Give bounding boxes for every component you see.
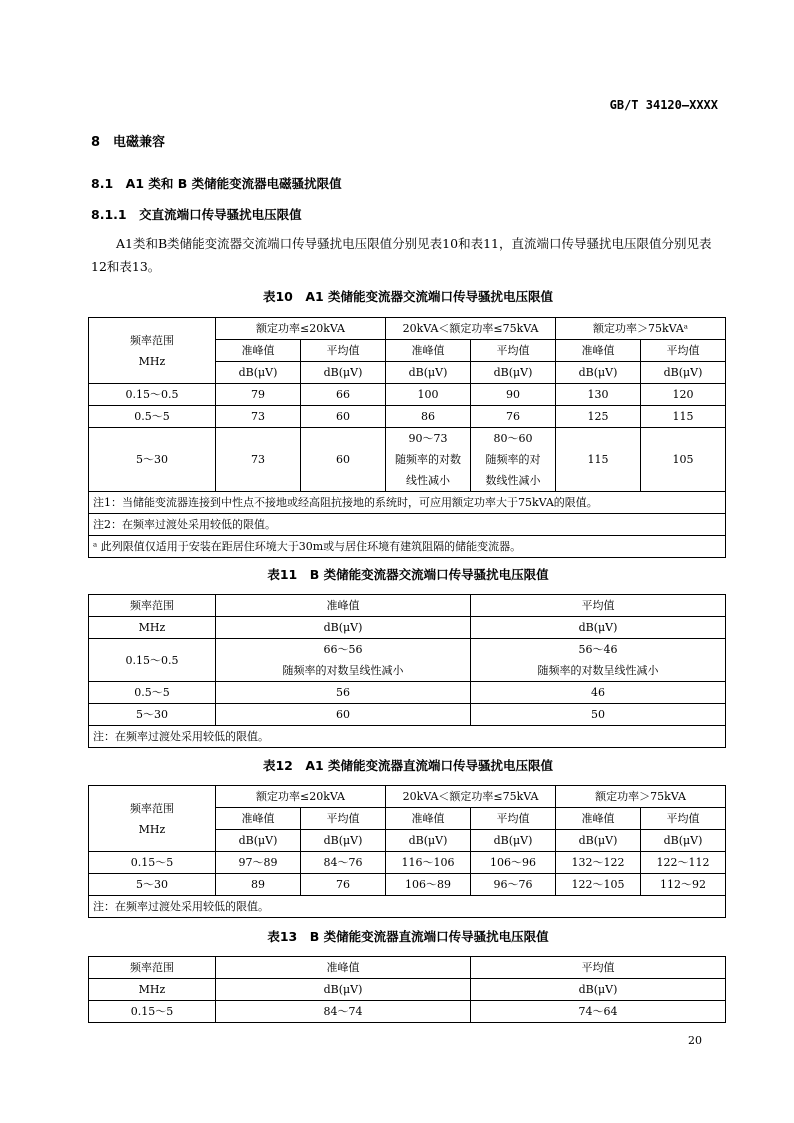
table-note: 注：在频率过渡处采用较低的限值。: [89, 896, 726, 918]
freq-header: 频率范围: [89, 957, 216, 979]
table-cell: 76: [471, 406, 556, 428]
unit-header: dB(μV): [301, 830, 386, 852]
table-cell: 89: [216, 874, 301, 896]
unit-header: dB(μV): [386, 362, 471, 384]
clause-heading: 8.1.1 交直流端口传导骚扰电压限值: [91, 207, 302, 222]
table12-caption: 表12 A1 类储能变流器直流端口传导骚扰电压限值: [262, 758, 554, 773]
table-cell: 56: [216, 682, 471, 704]
table-cell: 80～60 随频率的对 数线性减小: [471, 428, 556, 492]
table-cell: 120: [641, 384, 726, 406]
avg-header: 平均值: [301, 808, 386, 830]
qp-header: 准峰值: [386, 340, 471, 362]
table11-caption: 表11 B 类储能变流器交流端口传导骚扰电压限值: [267, 567, 549, 582]
unit-header: dB(μV): [556, 362, 641, 384]
group-header: 20kVA＜额定功率≤75kVA: [386, 318, 556, 340]
qp-header: 准峰值: [556, 808, 641, 830]
table-cell: 0.15～0.5: [89, 639, 216, 682]
intro-paragraph: A1类和B类储能变流器交流端口传导骚扰电压限值分别见表10和表11，直流端口传导骚扰电压限值分别见表12和表13。: [91, 236, 712, 274]
unit-header: dB(μV): [301, 362, 386, 384]
table-cell: 50: [471, 704, 726, 726]
table10-caption: 表10 A1 类储能变流器交流端口传导骚扰电压限值: [262, 289, 554, 304]
table-cell: 130: [556, 384, 641, 406]
table-cell: 60: [301, 428, 386, 492]
avg-header: 平均值: [641, 340, 726, 362]
table13-caption: 表13 B 类储能变流器直流端口传导骚扰电压限值: [267, 929, 549, 944]
table-cell: 66: [301, 384, 386, 406]
table-cell: 90～73 随频率的对数 线性减小: [386, 428, 471, 492]
qp-header: 准峰值: [216, 957, 471, 979]
unit-header: dB(μV): [641, 362, 726, 384]
table-cell: 0.5～5: [89, 406, 216, 428]
unit-header: dB(μV): [471, 979, 726, 1001]
table-row: [89, 1001, 726, 1023]
table-cell: 112～92: [641, 874, 726, 896]
table-row: [89, 852, 726, 874]
table-cell: 106～96: [471, 852, 556, 874]
page-number: 20: [688, 1034, 702, 1047]
table13: [88, 956, 726, 1023]
table-cell: 73: [216, 406, 301, 428]
group-header: 20kVA＜额定功率≤75kVA: [386, 786, 556, 808]
unit-header: dB(μV): [556, 830, 641, 852]
unit-header: dB(μV): [471, 362, 556, 384]
qp-header: 准峰值: [386, 808, 471, 830]
table-row: [89, 682, 726, 704]
table-cell: 0.5～5: [89, 682, 216, 704]
table-cell: 79: [216, 384, 301, 406]
unit-header: dB(μV): [386, 830, 471, 852]
freq-unit-header: MHz: [89, 979, 216, 1001]
table-cell: 56～46 随频率的对数呈线性减小: [471, 639, 726, 682]
table12: [88, 785, 726, 918]
table-cell: 125: [556, 406, 641, 428]
table-row: [89, 406, 726, 428]
table-cell: 0.15～5: [89, 1001, 216, 1023]
table-cell: 97～89: [216, 852, 301, 874]
table-footnote: ᵃ 此列限值仅适用于安装在距居住环境大于30m或与居住环境有建筑阻隔的储能变流器。: [89, 536, 726, 558]
table-cell: 5～30: [89, 428, 216, 492]
standard-number-header: GB/T 34120—XXXX: [609, 98, 718, 112]
group-header: 额定功率＞75kVAᵃ: [556, 318, 726, 340]
avg-header: 平均值: [471, 808, 556, 830]
avg-header: 平均值: [471, 595, 726, 617]
table-row: [89, 874, 726, 896]
section-heading: 8 电磁兼容: [91, 135, 166, 150]
group-header: 额定功率＞75kVA: [556, 786, 726, 808]
table-row: [89, 384, 726, 406]
freq-header: 频率范围 MHz: [89, 786, 216, 852]
freq-unit-header: MHz: [89, 617, 216, 639]
table-cell: 86: [386, 406, 471, 428]
avg-header: 平均值: [471, 957, 726, 979]
table-cell: 73: [216, 428, 301, 492]
unit-header: dB(μV): [216, 617, 471, 639]
table-cell: 60: [301, 406, 386, 428]
group-header: 额定功率≤20kVA: [216, 318, 386, 340]
table-cell: 115: [641, 406, 726, 428]
unit-header: dB(μV): [216, 979, 471, 1001]
table-row: [89, 704, 726, 726]
table-cell: 96～76: [471, 874, 556, 896]
unit-header: dB(μV): [216, 830, 301, 852]
table-cell: 0.15～0.5: [89, 384, 216, 406]
table-cell: 5～30: [89, 874, 216, 896]
avg-header: 平均值: [641, 808, 726, 830]
table-cell: 106～89: [386, 874, 471, 896]
table-cell: 5～30: [89, 704, 216, 726]
table-note: 注1：当储能变流器连接到中性点不接地或经高阻抗接地的系统时，可应用额定功率大于75kVA的限值。: [89, 492, 726, 514]
unit-header: dB(μV): [471, 617, 726, 639]
table-cell: 116～106: [386, 852, 471, 874]
unit-header: dB(μV): [471, 830, 556, 852]
table-note: 注：在频率过渡处采用较低的限值。: [89, 726, 726, 748]
table-cell: 60: [216, 704, 471, 726]
table-cell: 76: [301, 874, 386, 896]
qp-header: 准峰值: [216, 595, 471, 617]
table-cell: 0.15～5: [89, 852, 216, 874]
qp-header: 准峰值: [216, 340, 301, 362]
unit-header: dB(μV): [216, 362, 301, 384]
table-cell: 74～64: [471, 1001, 726, 1023]
table-row: [89, 639, 726, 682]
freq-header: 频率范围: [89, 595, 216, 617]
table-cell: 115: [556, 428, 641, 492]
table-cell: 84～74: [216, 1001, 471, 1023]
table-row: [89, 428, 726, 492]
table-cell: 46: [471, 682, 726, 704]
qp-header: 准峰值: [556, 340, 641, 362]
table-note: 注2：在频率过渡处采用较低的限值。: [89, 514, 726, 536]
subsection-heading: 8.1 A1 类和 B 类储能变流器电磁骚扰限值: [91, 176, 342, 191]
table-cell: 122～105: [556, 874, 641, 896]
table-cell: 66～56 随频率的对数呈线性减小: [216, 639, 471, 682]
unit-header: dB(μV): [641, 830, 726, 852]
qp-header: 准峰值: [216, 808, 301, 830]
group-header: 额定功率≤20kVA: [216, 786, 386, 808]
table-cell: 90: [471, 384, 556, 406]
table-cell: 122～112: [641, 852, 726, 874]
avg-header: 平均值: [301, 340, 386, 362]
table-cell: 100: [386, 384, 471, 406]
table-cell: 105: [641, 428, 726, 492]
avg-header: 平均值: [471, 340, 556, 362]
table10: [88, 317, 726, 558]
table-cell: 132～122: [556, 852, 641, 874]
freq-header: 频率范围 MHz: [89, 318, 216, 384]
table11: [88, 594, 726, 748]
table-cell: 84～76: [301, 852, 386, 874]
